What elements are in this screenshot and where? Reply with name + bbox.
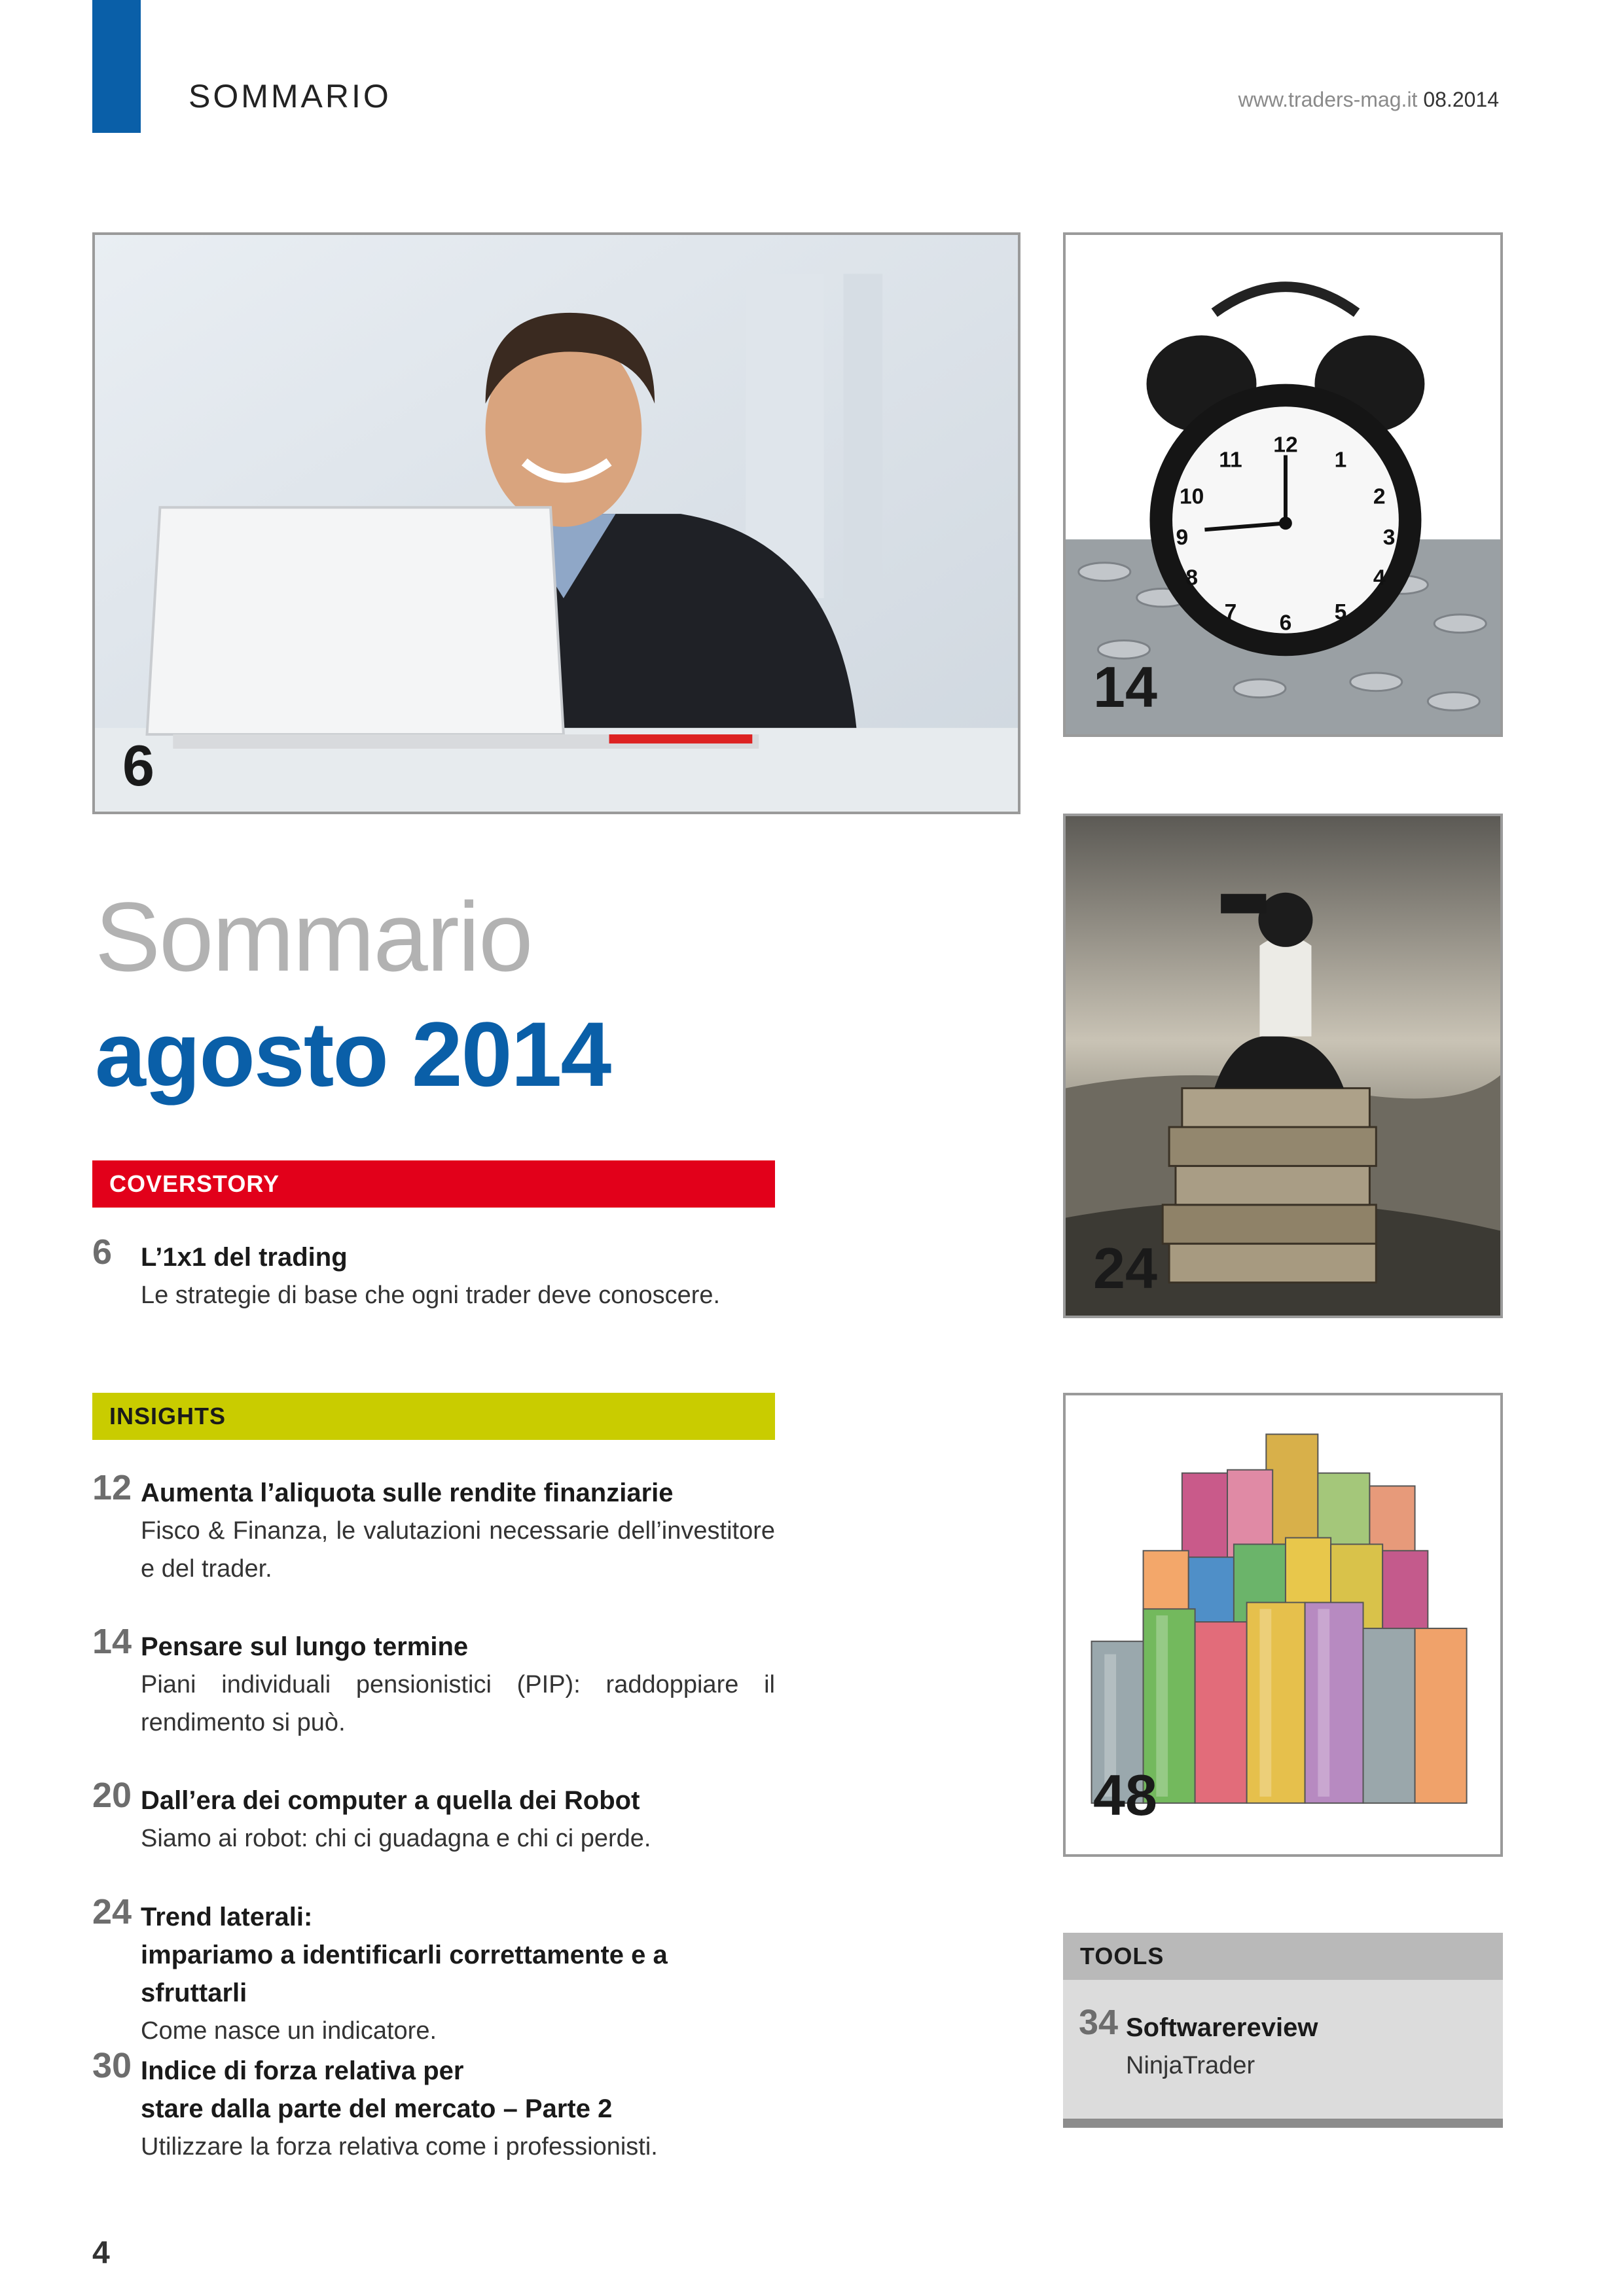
website-link[interactable]: www.traders-mag.it [1238, 88, 1418, 111]
photo-page-number: 6 [122, 733, 154, 798]
toc-page-number: 12 [92, 1468, 132, 1507]
toc-headline: L’1x1 del trading [141, 1243, 348, 1272]
toc-description: Siamo ai robot: chi ci guadagna e chi ci perde. [141, 1825, 651, 1852]
toc-entry[interactable] [92, 1622, 775, 1742]
svg-text:10: 10 [1179, 484, 1204, 509]
toc-headline: Aumenta l’aliquota sulle rendite finanziarie [141, 1479, 674, 1507]
section-bar-insights: INSIGHTS [92, 1393, 775, 1440]
toc-page-number: 24 [92, 1892, 132, 1931]
svg-text:6: 6 [1279, 611, 1292, 636]
toc-headline: Softwarereview [1126, 2013, 1318, 2042]
toc-entry[interactable] [92, 1776, 775, 1857]
toc-headline: Dall’era dei computer a quella dei Robot [141, 1786, 640, 1815]
toc-description: NinjaTrader [1126, 2052, 1255, 2079]
section-bar-coverstory: COVERSTORY [92, 1160, 775, 1208]
svg-text:1: 1 [1334, 448, 1347, 473]
toc-page-number: 20 [92, 1776, 132, 1815]
toc-headline: Trend laterali: [141, 1903, 313, 1931]
photo-girl-binoculars[interactable] [1063, 814, 1503, 1318]
toc-page-number: 34 [1079, 2003, 1119, 2042]
page-number: 4 [92, 2236, 110, 2270]
toc-page-number: 6 [92, 1232, 113, 1272]
svg-text:9: 9 [1176, 526, 1189, 550]
toc-description: Piani individuali pensionistici (PIP): raddoppiare il rendimento si può. [141, 1671, 775, 1736]
photo-page-number: 48 [1093, 1763, 1157, 1827]
svg-text:12: 12 [1273, 433, 1298, 457]
photo-man-laptop[interactable] [92, 232, 1020, 814]
svg-text:11: 11 [1219, 448, 1242, 473]
toc-entry[interactable] [92, 1892, 775, 2050]
toc-description: Come nasce un indicatore. [141, 2017, 437, 2045]
issue-number: 08.2014 [1423, 88, 1499, 111]
header-accent-bar [92, 0, 141, 133]
page-title: Sommario [95, 882, 532, 992]
section-header: SOMMARIO [189, 78, 391, 115]
tools-section [1063, 1933, 1503, 2128]
photo-alarm-clock[interactable] [1063, 232, 1503, 737]
toc-description: Le strategie di base che ogni trader deve conoscere. [141, 1282, 721, 1309]
toc-headline: Indice di forza relativa per [141, 2056, 464, 2085]
svg-text:5: 5 [1334, 600, 1347, 624]
svg-text:3: 3 [1382, 526, 1396, 550]
toc-entry[interactable] [92, 1468, 775, 1588]
toc-headline: Pensare sul lungo termine [141, 1632, 469, 1661]
header-meta [1238, 88, 1499, 112]
toc-entry[interactable] [92, 2046, 775, 2166]
man-laptop-illustration [95, 235, 1018, 812]
photo-euro-rolls[interactable] [1063, 1393, 1503, 1857]
svg-text:8: 8 [1185, 565, 1199, 590]
toc-entry[interactable] [92, 1232, 775, 1314]
toc-page-number: 14 [92, 1622, 132, 1661]
issue-subtitle: agosto 2014 [95, 1003, 611, 1105]
toc-headline-line2: impariamo a identificarli correttamente e a sfruttarli [141, 1941, 668, 2007]
toc-entry[interactable] [1079, 2003, 1503, 2085]
toc-headline-line2: stare dalla parte del mercato – Parte 2 [141, 2094, 613, 2123]
toc-description: Fisco & Finanza, le valutazioni necessarie dell’investitore e del trader. [141, 1517, 775, 1583]
photo-page-number: 24 [1093, 1236, 1157, 1300]
toc-page-number: 30 [92, 2046, 132, 2085]
svg-text:2: 2 [1373, 484, 1386, 509]
toc-description: Utilizzare la forza relativa come i professionisti. [141, 2133, 658, 2161]
svg-text:7: 7 [1224, 600, 1237, 624]
section-bar-tools: TOOLS [1063, 1933, 1503, 1980]
svg-text:4: 4 [1373, 565, 1386, 590]
photo-page-number: 14 [1093, 655, 1157, 719]
